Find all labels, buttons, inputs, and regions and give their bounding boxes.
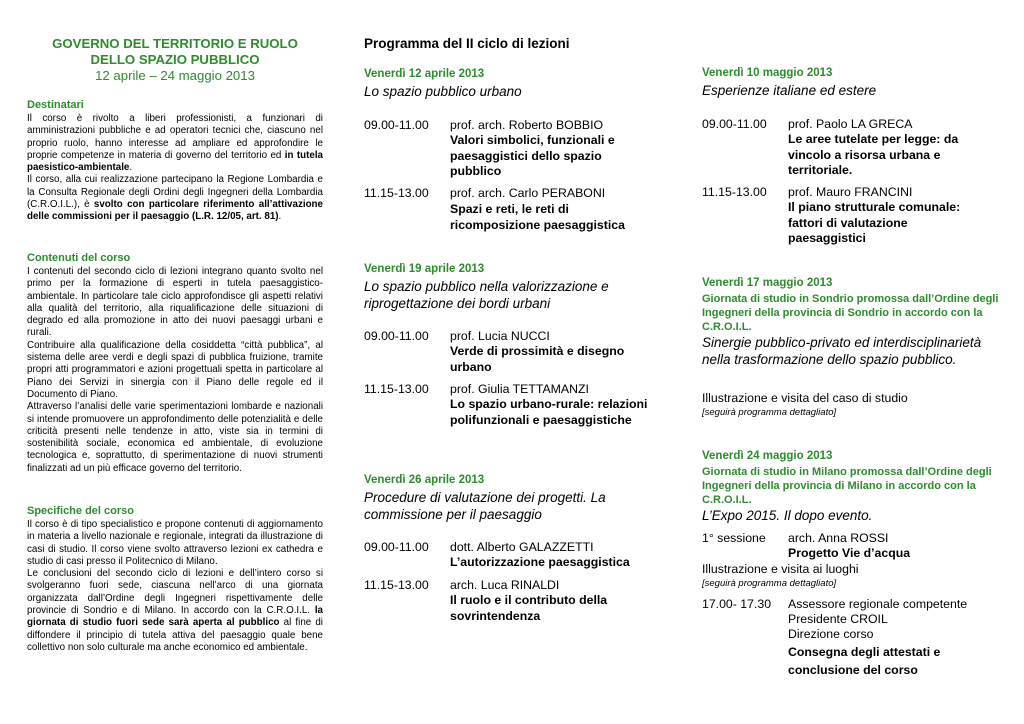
session-time: 09.00-11.00 [364, 329, 429, 343]
session-speaker: prof. arch. Roberto BOBBIO [450, 118, 604, 132]
session-topic: Spazi e reti, le reti di ricomposizione paesaggistica [450, 202, 625, 232]
day-date: Venerdì 10 maggio 2013 [702, 67, 833, 79]
session-speaker: dott. Alberto GALAZZETTI [450, 540, 594, 554]
day-date: Venerdì 17 maggio 2013 [702, 277, 833, 289]
session-speaker: prof. arch. Carlo PERABONI [450, 186, 606, 200]
study-day-note: Giornata di studio in Sondrio promossa dall’Ordine degli Ingegneri della provincia di Sondrio in accordo con la C.R.O.I.L. [702, 293, 999, 333]
session-topic: Il piano strutturale comunale: fattori di valutazione paesaggistici [788, 200, 961, 245]
contenuti-heading: Contenuti del corso [27, 252, 131, 264]
specifiche-heading: Specifiche del corso [27, 505, 134, 517]
closing-speaker: Direzione corso [788, 627, 874, 641]
destinatari-heading: Destinatari [27, 99, 84, 111]
closing-speaker: Presidente CROIL [788, 612, 888, 626]
program-note: [seguirà programma dettagliato] [702, 407, 837, 418]
study-day-note: Giornata di studio in Milano promossa dall’Ordine degli Ingegneri della provincia di Milano in accordo con la C.R.O.I.L. [702, 466, 992, 506]
closing-speaker: Assessore regionale competente [788, 597, 968, 611]
session-speaker: prof. Giulia TETTAMANZI [450, 382, 589, 396]
session-speaker: prof. Lucia NUCCI [450, 329, 550, 343]
session-topic: Il ruolo e il contributo della sovrintendenza [450, 593, 608, 623]
session-time: 09.00-11.00 [364, 118, 429, 132]
session-time: 17.00- 17.30 [702, 597, 772, 611]
day-date: Venerdì 24 maggio 2013 [702, 450, 833, 462]
day-date: Venerdì 19 aprile 2013 [364, 263, 485, 275]
day-date: Venerdì 26 aprile 2013 [364, 474, 485, 486]
program-heading: Programma del II ciclo di lezioni [364, 36, 570, 51]
session-topic: Le aree tutelate per legge: da vincolo a risorsa urbana e territoriale. [788, 132, 959, 177]
session-speaker: arch. Anna ROSSI [788, 531, 889, 545]
session-time: 09.00-11.00 [702, 117, 767, 131]
closing-topic: Consegna degli attestati e conclusione del corso [788, 645, 941, 677]
session-speaker: prof. Paolo LA GRECA [788, 117, 913, 131]
session-topic: Verde di prossimità e disegno urbano [450, 344, 625, 374]
session-time: 1° sessione [702, 531, 766, 545]
session-speaker: prof. Mauro FRANCINI [788, 185, 913, 199]
session-time: 11.15-13.00 [364, 578, 429, 592]
session-time: 11.15-13.00 [702, 185, 767, 199]
day-subtitle: Procedure di valutazione dei progetti. La commissione per il paesaggio [364, 490, 606, 522]
session-speaker: arch. Luca RINALDI [450, 578, 560, 592]
day-subtitle: L’Expo 2015. Il dopo evento. [702, 508, 873, 523]
course-title-line2: DELLO SPAZIO PUBBLICO [90, 52, 260, 67]
session-topic: Valori simbolici, funzionali e paesaggistici dello spazio pubblico [450, 133, 615, 178]
case-study-line: Illustrazione e visita del caso di studio [702, 391, 908, 405]
contenuti-paragraph: I contenuti del secondo ciclo di lezioni integrano quanto svolto nel primo per la formazione di esperti in tutela paesaggistico-ambientale. In particolare tale ciclo approfondisce gli aspetti relativi alla qualità del territorio, alla riqualificazione delle situazioni di degrado ed alla promozione in atto dei nuovi paesaggi urbani e rurali. Contribuire alla qualificazione della cosiddetta “città pubblica”, al sistema delle aree verdi e degli spazi di pubblica fruizione, tramite propri atti programmatori e azioni progettuali spetta in particolare al Piano dei Servizi in sinergia con il Piano delle regole ed il Documento di Piano. Attraverso l’analisi delle varie sperimentazioni lombarde e nazionali si intende promuovere un approfondimento delle potenzialità e delle criticità presenti nelle tendenze in atto, viste sia in termini di sostenibilità sociale, economica ed ambientale, di evoluzione tecnologica e, soprattutto, di sperimentazione di nuovi strumenti finalizzati ad un più efficace governo del territorio. [27, 266, 323, 474]
course-title-line1: GOVERNO DEL TERRITORIO E RUOLO [52, 36, 298, 51]
session-time: 11.15-13.00 [364, 382, 429, 396]
day-subtitle: Lo spazio pubblico nella valorizzazione e riprogettazione dei bordi urbani [364, 279, 609, 311]
course-dates: 12 aprile – 24 maggio 2013 [95, 68, 255, 83]
day-subtitle: Esperienze italiane ed estere [702, 83, 877, 98]
day-subtitle: Lo spazio pubblico urbano [364, 84, 522, 99]
destinatari-paragraph: Il corso è rivolto a liberi professionisti, a funzionari di amministrazioni pubbliche e ad operatori tecnici che, ciascuno nel proprio ruolo, hanno interesse ad ampliare ed approfondire le proprie competenze in materia di governo del territorio ed in tutela paesistico-ambientale. Il corso, alla cui realizzazione partecipano la Regione Lombardia e la Consulta Regionale degli Ordini degli Ingegneri della Lombardia (C.R.O.I.L.), è svolto con particolare riferimento all’attivazione delle commissioni per il paesaggio (L.R. 12/05, art. 81). [27, 113, 323, 223]
visit-line: Illustrazione e visita ai luoghi [702, 562, 859, 576]
session-topic: Progetto Vie d’acqua [788, 546, 911, 560]
specifiche-paragraph: Il corso è di tipo specialistico e propone contenuti di aggiornamento in materia a livello nazionale e regionale, integrati da illustrazione di casi di studio. Il corso viene svolto attraverso lezioni ex cathedra e studio di casi presso il Politecnico di Milano. Le conclusioni del secondo ciclo di lezioni e dell’intero corso si svolgeranno fuori sede, ciascuna nell’arco di una giornata organizzata dall’Ordine degli Ingegneri rispettivamente delle provincie di Sondrio e di Milano. In accordo con la C.R.O.I.L. la giornata di studio fuori sede sarà aperta al pubblico al fine di diffondere il principio di tutela attiva del paesaggio quale bene collettivo non solo culturale ma anche economico ed ambientale. [27, 519, 323, 653]
program-note: [seguirà programma dettagliato] [702, 578, 837, 589]
session-time: 09.00-11.00 [364, 540, 429, 554]
day-date: Venerdì 12 aprile 2013 [364, 68, 485, 80]
session-topic: L’autorizzazione paesaggistica [450, 555, 630, 569]
session-topic: Lo spazio urbano-rurale: relazioni polifunzionali e paesaggistiche [450, 397, 648, 427]
day-subtitle: Sinergie pubblico-privato ed interdisciplinarietà nella trasformazione dello spazio pubblico. [702, 335, 982, 367]
session-time: 11.15-13.00 [364, 186, 429, 200]
